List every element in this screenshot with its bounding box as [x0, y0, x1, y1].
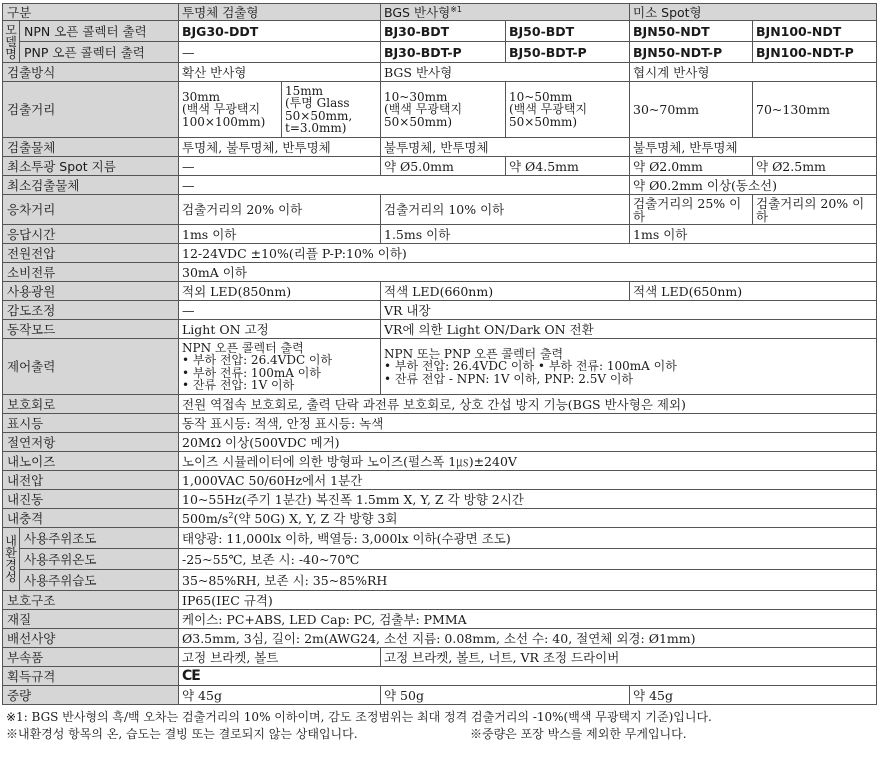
model-pnp-1: — — [179, 42, 381, 63]
env-humid-v1: 35~85%RH, 보존 시: 35~85%RH — [179, 570, 877, 591]
model-npn-2: BJ30-BDT — [381, 21, 506, 42]
model-pnp-label: PNP 오픈 콜렉터 출력 — [20, 42, 179, 63]
method-v1: 확산 반사형 — [179, 63, 381, 82]
env-temp-label: 사용주위온도 — [20, 549, 179, 570]
spot-v4: 약 Ø2.0mm — [630, 157, 753, 176]
env-temp-v1: -25~55℃, 보존 시: -40~70℃ — [179, 549, 877, 570]
model-pnp-row — [3, 42, 877, 63]
distance-v1: 30mm (백색 무광택지 100×100mm) — [179, 82, 282, 138]
current-v1: 30mA 이하 — [179, 263, 877, 282]
target-row — [3, 138, 877, 157]
sensitivity-label: 감도조정 — [3, 301, 179, 320]
noise-v1: 노이즈 시뮬레이터에 의한 방형파 노이즈(펄스폭 1㎲)±240V — [179, 452, 877, 471]
model-pnp-3: BJ50-BDT-P — [506, 42, 630, 63]
header-bgs-text: BGS 반사형 — [384, 4, 451, 20]
method-row — [3, 63, 877, 82]
shock-v1 — [179, 509, 877, 528]
min-target-v1: — — [179, 176, 630, 195]
weight-v1: 약 45g — [179, 686, 381, 705]
sensitivity-row — [3, 301, 877, 320]
distance-label: 검출거리 — [3, 82, 179, 138]
spec-table — [2, 3, 877, 705]
output-v1: NPN 오픈 콜렉터 출력 • 부하 전압: 26.4VDC 이하 • 부하 전류: 100mA 이하 • 잔류 전압: 1V 이하 — [179, 339, 381, 395]
accessory-v2: 고정 브라켓, 볼트, 너트, VR 조정 드라이버 — [381, 648, 877, 667]
noise-row — [3, 452, 877, 471]
spot-v3: 약 Ø4.5mm — [506, 157, 630, 176]
light-v2: 적색 LED(660nm) — [381, 282, 630, 301]
weight-v2: 약 50g — [381, 686, 630, 705]
distance-v6: 70~130mm — [753, 82, 877, 138]
shock-value-sup: 2 — [228, 510, 234, 520]
distance-v4: 10~50mm (백색 무광택지 50×50mm) — [506, 82, 630, 138]
structure-label: 보호구조 — [3, 591, 179, 610]
response-label: 응답시간 — [3, 225, 179, 244]
vibration-label: 내진동 — [3, 490, 179, 509]
distance-v5: 30~70mm — [630, 82, 753, 138]
current-row — [3, 263, 877, 282]
noise-label: 내노이즈 — [3, 452, 179, 471]
model-npn-label: NPN 오픈 콜렉터 출력 — [20, 21, 179, 42]
accessory-label: 부속품 — [3, 648, 179, 667]
distance-v3: 10~30mm (백색 무광택지 50×50mm) — [381, 82, 506, 138]
hysteresis-v3: 검출거리의 25% 이하 — [630, 195, 753, 225]
light-row — [3, 282, 877, 301]
header-spot: 미소 Spot형 — [630, 4, 877, 21]
shock-value-a: 500m/s — [182, 510, 229, 526]
power-v1: 12-24VDC ±10%(리플 P-P:10% 이하) — [179, 244, 877, 263]
weight-label: 중량 — [3, 686, 179, 705]
approval-row — [3, 667, 877, 686]
header-transparent: 투명체 검출형 — [179, 4, 381, 21]
shock-label: 내충격 — [3, 509, 179, 528]
sensitivity-v1: — — [179, 301, 381, 320]
indicator-v1: 동작 표시등: 적색, 안정 표시등: 녹색 — [179, 414, 877, 433]
insulation-row — [3, 433, 877, 452]
header-bgs — [381, 4, 630, 21]
vibration-v1: 10~55Hz(주기 1분간) 복진폭 1.5mm X, Y, Z 각 방향 2시간 — [179, 490, 877, 509]
model-npn-5: BJN100-NDT — [753, 21, 877, 42]
structure-row — [3, 591, 877, 610]
env-label: 내환경성 — [3, 528, 20, 591]
power-label: 전원전압 — [3, 244, 179, 263]
ce-mark-icon: CE — [182, 668, 200, 684]
model-pnp-5: BJN100-NDT-P — [753, 42, 877, 63]
mode-label: 동작모드 — [3, 320, 179, 339]
mode-row — [3, 320, 877, 339]
material-v1: 케이스: PC+ABS, LED Cap: PC, 검출부: PMMA — [179, 610, 877, 629]
accessory-row — [3, 648, 877, 667]
indicator-label: 표시등 — [3, 414, 179, 433]
spot-v2: 약 Ø5.0mm — [381, 157, 506, 176]
protection-row — [3, 395, 877, 414]
footnote-3: ※중량은 포장 박스를 제외한 무게입니다. — [470, 727, 687, 741]
light-label: 사용광원 — [3, 282, 179, 301]
header-bgs-mark: ※1 — [450, 4, 462, 14]
hysteresis-row — [3, 195, 877, 225]
footnote-2: ※내환경성 항목의 온, 습도는 결빙 또는 결로되지 않는 상태입니다. — [6, 727, 358, 741]
header-row — [3, 4, 877, 21]
min-target-row — [3, 176, 877, 195]
cable-row — [3, 629, 877, 648]
output-v2: NPN 또는 PNP 오픈 콜렉터 출력 • 부하 전압: 26.4VDC 이하 • 부하 전류: 100mA 이하 • 잔류 전압 - NPN: 1V 이하, PNP: 2.5V 이하 — [381, 339, 877, 395]
target-label: 검출물체 — [3, 138, 179, 157]
env-humid-row — [3, 570, 877, 591]
dielectric-v1: 1,000VAC 50/60Hz에서 1분간 — [179, 471, 877, 490]
response-v3: 1ms 이하 — [630, 225, 877, 244]
response-v1: 1ms 이하 — [179, 225, 381, 244]
shock-value-b: (약 50G) X, Y, Z 각 방향 3회 — [233, 510, 398, 526]
structure-v1: IP65(IEC 규격) — [179, 591, 877, 610]
protection-label: 보호회로 — [3, 395, 179, 414]
hysteresis-label: 응차거리 — [3, 195, 179, 225]
spot-row — [3, 157, 877, 176]
model-label: 모델명 — [3, 21, 20, 63]
spot-label: 최소투광 Spot 지름 — [3, 157, 179, 176]
protection-v1: 전원 역접속 보호회로, 출력 단락 과전류 보호회로, 상호 간섭 방지 기능(BGS 반사형은 제외) — [179, 395, 877, 414]
model-npn-row — [3, 21, 877, 42]
output-label: 제어출력 — [3, 339, 179, 395]
model-npn-1: BJG30-DDT — [179, 21, 381, 42]
model-npn-3: BJ50-BDT — [506, 21, 630, 42]
light-v3: 적색 LED(650nm) — [630, 282, 877, 301]
mode-v1: Light ON 고정 — [179, 320, 381, 339]
env-temp-row — [3, 549, 877, 570]
mode-v2: VR에 의한 Light ON/Dark ON 전환 — [381, 320, 877, 339]
output-row — [3, 339, 877, 395]
approval-label: 획득규격 — [3, 667, 179, 686]
model-npn-4: BJN50-NDT — [630, 21, 753, 42]
env-illum-label: 사용주위조도 — [20, 528, 179, 549]
hysteresis-v2: 검출거리의 10% 이하 — [381, 195, 630, 225]
target-v1: 투명체, 불투명체, 반투명체 — [179, 138, 381, 157]
footnote-1: ※1: BGS 반사형의 흑/백 오차는 검출거리의 10% 이하이며, 감도 조정범위는 최대 정격 검출거리의 -10%(백색 무광택지 기준)입니다. — [6, 710, 712, 724]
sensitivity-v2: VR 내장 — [381, 301, 877, 320]
weight-row — [3, 686, 877, 705]
dielectric-label: 내전압 — [3, 471, 179, 490]
shock-row — [3, 509, 877, 528]
indicator-row — [3, 414, 877, 433]
vibration-row — [3, 490, 877, 509]
method-v3: 협시계 반사형 — [630, 63, 877, 82]
hysteresis-v1: 검출거리의 20% 이하 — [179, 195, 381, 225]
min-target-label: 최소검출물체 — [3, 176, 179, 195]
dielectric-row — [3, 471, 877, 490]
material-label: 재질 — [3, 610, 179, 629]
method-label: 검출방식 — [3, 63, 179, 82]
response-row — [3, 225, 877, 244]
distance-v2: 15mm (투명 Glass 50×50mm, t=3.0mm) — [282, 82, 381, 138]
light-v1: 적외 LED(850nm) — [179, 282, 381, 301]
env-illum-row — [3, 528, 877, 549]
current-label: 소비전류 — [3, 263, 179, 282]
cable-label: 배선사양 — [3, 629, 179, 648]
response-v2: 1.5ms 이하 — [381, 225, 630, 244]
target-v2: 불투명체, 반투명체 — [381, 138, 630, 157]
min-target-v2: 약 Ø0.2mm 이상(동소선) — [630, 176, 877, 195]
target-v3: 불투명체, 반투명체 — [630, 138, 877, 157]
model-pnp-2: BJ30-BDT-P — [381, 42, 506, 63]
hysteresis-v4: 검출거리의 20% 이하 — [753, 195, 877, 225]
spot-v1: — — [179, 157, 381, 176]
distance-row — [3, 82, 877, 138]
method-v2: BGS 반사형 — [381, 63, 630, 82]
env-humid-label: 사용주위습도 — [20, 570, 179, 591]
header-label: 구분 — [3, 4, 179, 21]
model-pnp-4: BJN50-NDT-P — [630, 42, 753, 63]
env-illum-v1: 태양광: 11,000lx 이하, 백열등: 3,000lx 이하(수광면 조도) — [179, 528, 877, 549]
spot-v5: 약 Ø2.5mm — [753, 157, 877, 176]
insulation-v1: 20MΩ 이상(500VDC 메거) — [179, 433, 877, 452]
cable-v1: Ø3.5mm, 3심, 길이: 2m(AWG24, 소선 지름: 0.08mm, 소선 수: 40, 절연체 외경: Ø1mm) — [179, 629, 877, 648]
approval-v1 — [179, 667, 877, 686]
power-row — [3, 244, 877, 263]
weight-v3: 약 45g — [630, 686, 877, 705]
material-row — [3, 610, 877, 629]
insulation-label: 절연저항 — [3, 433, 179, 452]
accessory-v1: 고정 브라켓, 볼트 — [179, 648, 381, 667]
